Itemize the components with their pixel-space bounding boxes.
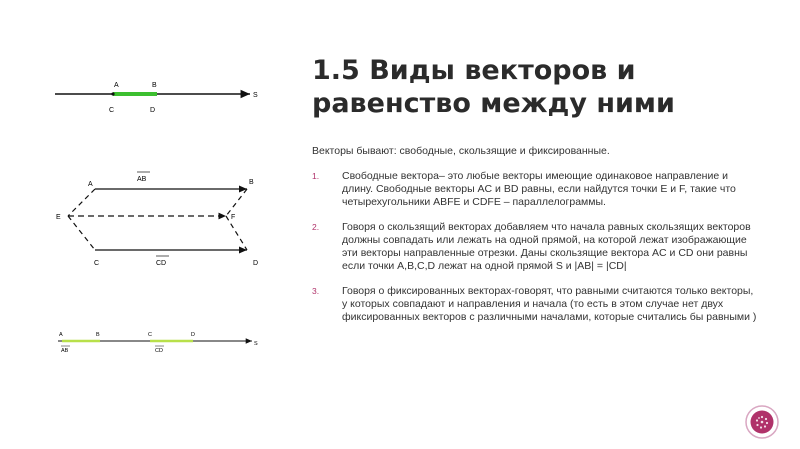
label-c: C (148, 332, 152, 338)
title-line-1: 1.5 Виды векторов и (312, 55, 636, 86)
intro-text: Векторы бывают: свободные, скользящие и фиксированные. (312, 145, 610, 157)
title-line-2: равенство между ними (312, 88, 675, 119)
label-b: B (152, 82, 157, 89)
label-vector-ab: AB (137, 176, 147, 183)
segment-ec (68, 216, 95, 250)
vector-types-list (312, 170, 760, 324)
figure-free-vectors (56, 172, 258, 267)
label-d: D (253, 260, 259, 267)
label-b: B (249, 179, 254, 186)
list-text: Говоря о скользящий векторах добавляем что начала равных скользящих векторов должны совпадать или лежать на одной прямой, на которой лежат изображающие эти векторы направленные отрезки. Даны скользящие вектора AC и CD они равны если точки A,B,C,D лежат на одной прямой S и |AB| = |CD| (342, 221, 751, 272)
label-e: E (56, 214, 61, 221)
list-number: 3. (312, 286, 320, 296)
list-text: Свободные вектора– это любые векторы имеющие одинаковое направление и длину. Свободные векторы AC и BD равны, если найдутся точки E и F, такие что четырехугольники ABFE и CDFE – параллелограммы. (342, 170, 736, 208)
segment-bf (226, 189, 247, 216)
label-a: A (114, 82, 119, 89)
slide-title (312, 54, 782, 120)
label-d: D (191, 332, 195, 338)
label-s: S (254, 341, 258, 347)
figure-collinear-segments (58, 332, 258, 354)
list-text: Говоря о фиксированных векторах-говорят, что равными считаются только векторы, у которых совпадают и направления и начала (то есть в этом случае нет двух фиксированных векторов с различными началами, которые считались бы равными ) (342, 285, 757, 323)
list-item (312, 170, 760, 209)
label-vector-cd: CD (155, 348, 163, 354)
label-a: A (59, 332, 63, 338)
decorative-circle-icon (744, 404, 780, 440)
list-number: 2. (312, 222, 320, 232)
vector-figures (0, 0, 300, 449)
label-a: A (88, 181, 93, 188)
segment-fd (226, 216, 247, 250)
label-c: C (109, 107, 115, 114)
point-a (111, 92, 114, 95)
label-f: F (231, 214, 236, 221)
list-item (312, 221, 760, 273)
list-item (312, 285, 760, 324)
figure-sliding-segment (55, 82, 258, 114)
label-b: B (96, 332, 100, 338)
label-s: S (253, 92, 258, 99)
segment-ae (68, 189, 95, 216)
label-d: D (150, 107, 156, 114)
list-number: 1. (312, 171, 320, 181)
label-c: C (94, 260, 100, 267)
label-vector-cd: CD (156, 260, 167, 267)
label-vector-ab: AB (61, 348, 69, 354)
